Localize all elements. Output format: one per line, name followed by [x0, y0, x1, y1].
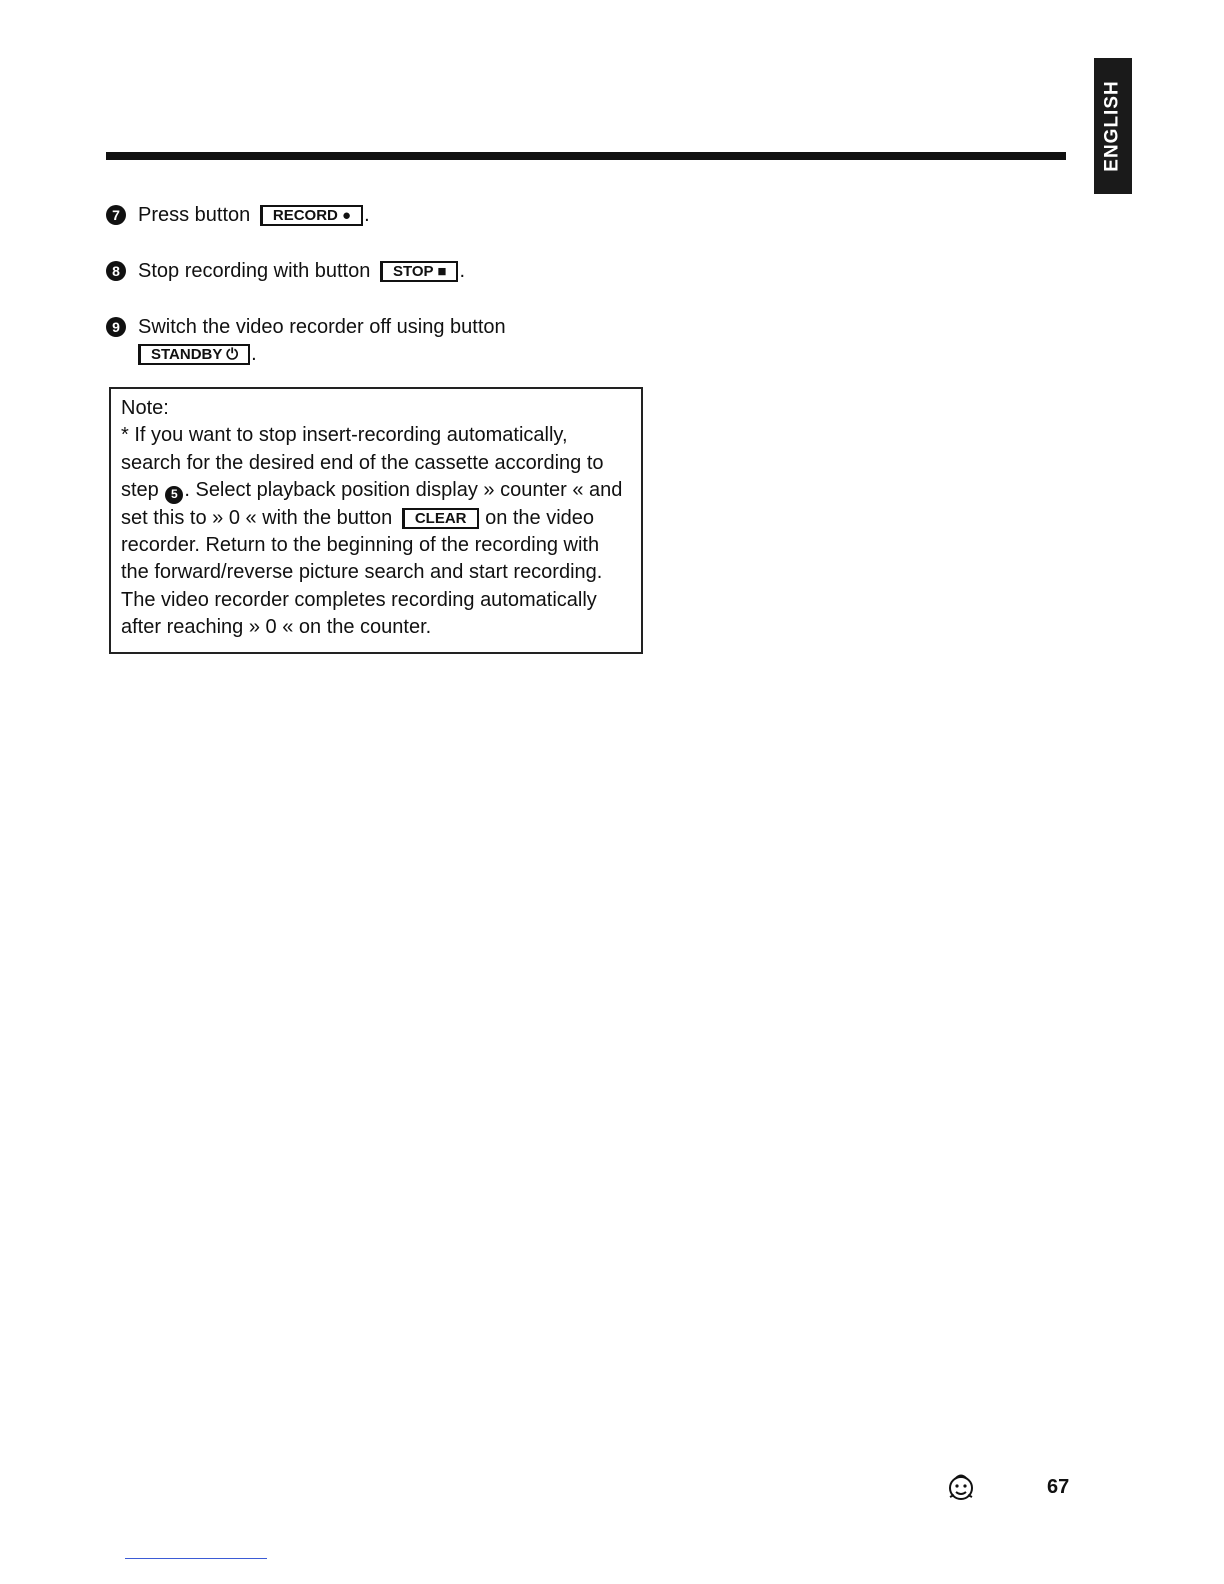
step-number-badge: 8	[106, 261, 126, 281]
bottom-link-underline	[125, 1558, 267, 1559]
step-7	[106, 202, 370, 229]
header-rule	[106, 152, 1066, 160]
language-tab-label: ENGLISH	[1102, 80, 1124, 172]
note-text-part-1: * If you want to stop insert-recording automatically, search for the desired end of the cassette according to step	[121, 424, 604, 502]
record-button-label: RECORD ●	[260, 205, 363, 226]
standby-button-label: STANDBY ⏻	[138, 344, 250, 365]
step-number-badge: 7	[106, 205, 126, 225]
step-punctuation: .	[251, 343, 257, 365]
step-instruction: Press button	[138, 204, 251, 226]
note-body	[121, 422, 631, 641]
step-instruction: Stop recording with button	[138, 260, 371, 282]
step-5-reference-badge: 5	[165, 486, 183, 504]
page-footer	[945, 1470, 1075, 1506]
stop-button-label: STOP ■	[380, 261, 459, 282]
child-face-icon	[945, 1470, 977, 1502]
step-punctuation: .	[459, 260, 466, 282]
step-9	[106, 314, 506, 368]
clear-button-label: CLEAR	[402, 508, 479, 529]
note-text-part-3: on the video recorder. Return to the beginning of the recording with the forward/reverse picture search and start recording. The video recorder completes recording automatically after reaching » 0 « on the counter.	[121, 506, 603, 639]
step-punctuation: .	[364, 204, 370, 226]
step-text	[138, 202, 370, 229]
page-number: 67	[1047, 1476, 1070, 1498]
note-title: Note:	[121, 397, 169, 419]
step-instruction: Switch the video recorder off using button	[138, 316, 506, 338]
step-number-badge: 9	[106, 317, 126, 337]
step-8	[106, 258, 465, 285]
note-box	[109, 387, 643, 654]
step-text	[138, 314, 506, 368]
language-tab	[1094, 58, 1132, 194]
step-text	[138, 258, 465, 285]
note-text-part-2: . Select playback position display » counter « and set this to » 0 « with the button	[121, 479, 623, 529]
